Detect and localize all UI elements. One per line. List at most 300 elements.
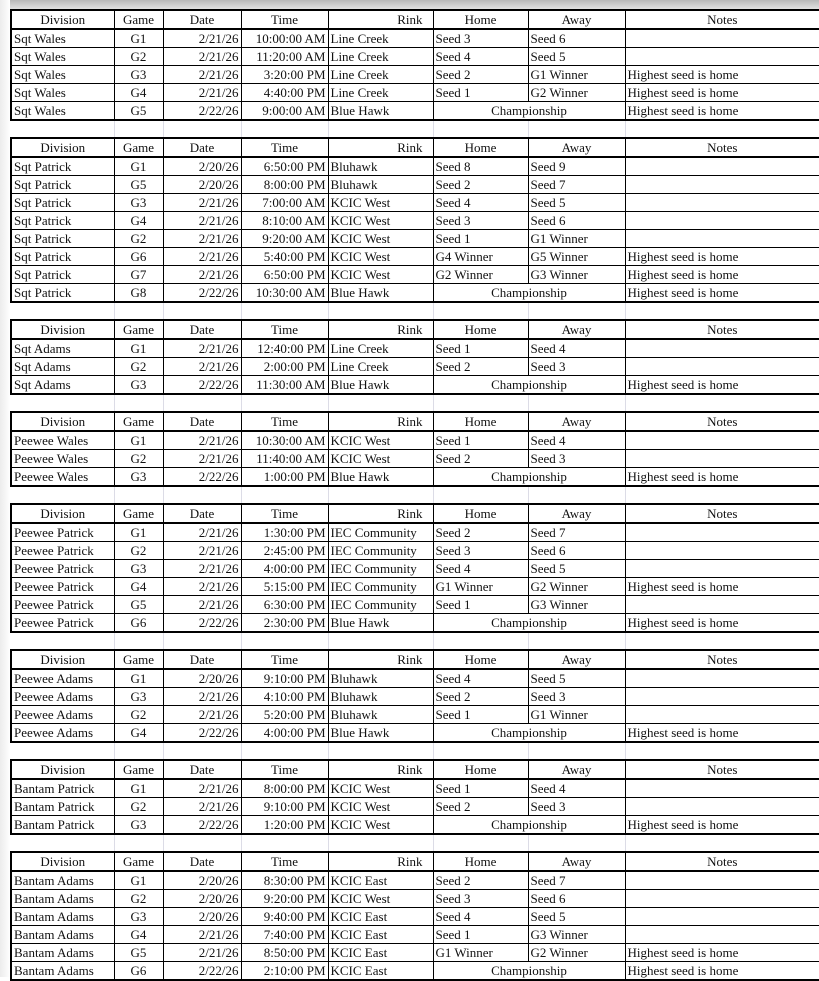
home-cell[interactable]: Seed 1 xyxy=(433,596,528,614)
notes-cell[interactable] xyxy=(625,779,819,798)
away-cell[interactable]: G2 Winner xyxy=(528,578,625,596)
time-cell[interactable]: 4:10:00 PM xyxy=(241,688,328,706)
rink-cell[interactable]: KCIC West xyxy=(328,450,433,468)
column-header-notes[interactable]: Notes xyxy=(625,10,819,29)
division-cell[interactable]: Sqt Patrick xyxy=(11,230,114,248)
column-header-game[interactable]: Game xyxy=(114,650,163,669)
notes-cell[interactable]: Highest seed is home xyxy=(625,578,819,596)
game-cell[interactable]: G2 xyxy=(114,890,163,908)
rink-cell[interactable]: KCIC West xyxy=(328,230,433,248)
empty-cell[interactable] xyxy=(328,834,433,852)
empty-cell[interactable] xyxy=(241,394,328,412)
empty-cell[interactable] xyxy=(241,120,328,138)
game-cell[interactable]: G2 xyxy=(114,542,163,560)
column-header-notes[interactable]: Notes xyxy=(625,412,819,431)
date-cell[interactable]: 2/21/26 xyxy=(163,212,241,230)
column-header-game[interactable]: Game xyxy=(114,138,163,157)
empty-cell[interactable] xyxy=(433,834,528,852)
away-cell[interactable]: G1 Winner xyxy=(528,66,625,84)
home-cell[interactable]: Seed 2 xyxy=(433,871,528,890)
game-cell[interactable]: G6 xyxy=(114,962,163,981)
division-cell[interactable]: Bantam Adams xyxy=(11,944,114,962)
empty-cell[interactable] xyxy=(163,120,241,138)
date-cell[interactable]: 2/21/26 xyxy=(163,29,241,48)
away-cell[interactable]: Seed 3 xyxy=(528,358,625,376)
game-cell[interactable]: G3 xyxy=(114,194,163,212)
notes-cell[interactable] xyxy=(625,230,819,248)
time-cell[interactable]: 1:20:00 PM xyxy=(241,816,328,835)
empty-cell[interactable] xyxy=(241,632,328,650)
game-cell[interactable]: G2 xyxy=(114,48,163,66)
away-cell[interactable]: Seed 5 xyxy=(528,194,625,212)
championship-cell[interactable]: Championship xyxy=(433,102,625,121)
home-cell[interactable]: Seed 4 xyxy=(433,560,528,578)
empty-cell[interactable] xyxy=(625,742,819,760)
division-cell[interactable]: Sqt Patrick xyxy=(11,266,114,284)
division-cell[interactable]: Sqt Adams xyxy=(11,358,114,376)
date-cell[interactable]: 2/21/26 xyxy=(163,66,241,84)
notes-cell[interactable] xyxy=(625,890,819,908)
division-cell[interactable]: Sqt Patrick xyxy=(11,176,114,194)
empty-cell[interactable] xyxy=(528,302,625,320)
date-cell[interactable]: 2/21/26 xyxy=(163,578,241,596)
notes-cell[interactable]: Highest seed is home xyxy=(625,66,819,84)
division-cell[interactable]: Peewee Patrick xyxy=(11,523,114,542)
empty-cell[interactable] xyxy=(163,742,241,760)
division-cell[interactable]: Sqt Wales xyxy=(11,48,114,66)
division-cell[interactable]: Peewee Wales xyxy=(11,431,114,450)
home-cell[interactable]: Seed 2 xyxy=(433,358,528,376)
empty-cell[interactable] xyxy=(625,486,819,504)
empty-cell[interactable] xyxy=(625,632,819,650)
column-header-game[interactable]: Game xyxy=(114,504,163,523)
time-cell[interactable]: 11:20:00 AM xyxy=(241,48,328,66)
column-header-home[interactable]: Home xyxy=(433,504,528,523)
notes-cell[interactable] xyxy=(625,450,819,468)
time-cell[interactable]: 1:00:00 PM xyxy=(241,468,328,487)
home-cell[interactable]: Seed 1 xyxy=(433,926,528,944)
column-header-away[interactable]: Away xyxy=(528,852,625,871)
empty-cell[interactable] xyxy=(241,302,328,320)
home-cell[interactable]: Seed 1 xyxy=(433,84,528,102)
column-header-home[interactable]: Home xyxy=(433,138,528,157)
away-cell[interactable]: Seed 9 xyxy=(528,157,625,176)
date-cell[interactable]: 2/21/26 xyxy=(163,944,241,962)
rink-cell[interactable]: IEC Community xyxy=(328,542,433,560)
away-cell[interactable]: Seed 6 xyxy=(528,29,625,48)
column-header-away[interactable]: Away xyxy=(528,138,625,157)
date-cell[interactable]: 2/22/26 xyxy=(163,468,241,487)
home-cell[interactable]: Seed 2 xyxy=(433,688,528,706)
home-cell[interactable]: Seed 2 xyxy=(433,798,528,816)
time-cell[interactable]: 9:00:00 AM xyxy=(241,102,328,121)
empty-cell[interactable] xyxy=(625,302,819,320)
away-cell[interactable]: Seed 6 xyxy=(528,890,625,908)
empty-cell[interactable] xyxy=(528,742,625,760)
empty-cell[interactable] xyxy=(433,302,528,320)
championship-cell[interactable]: Championship xyxy=(433,284,625,303)
rink-cell[interactable]: Bluhawk xyxy=(328,176,433,194)
away-cell[interactable]: G1 Winner xyxy=(528,230,625,248)
column-header-notes[interactable]: Notes xyxy=(625,760,819,779)
time-cell[interactable]: 2:30:00 PM xyxy=(241,614,328,633)
column-header-away[interactable]: Away xyxy=(528,504,625,523)
division-cell[interactable]: Peewee Patrick xyxy=(11,614,114,633)
empty-cell[interactable] xyxy=(11,120,114,138)
empty-cell[interactable] xyxy=(433,394,528,412)
column-header-notes[interactable]: Notes xyxy=(625,138,819,157)
date-cell[interactable]: 2/21/26 xyxy=(163,523,241,542)
division-cell[interactable]: Sqt Patrick xyxy=(11,212,114,230)
game-cell[interactable]: G6 xyxy=(114,248,163,266)
column-header-home[interactable]: Home xyxy=(433,650,528,669)
empty-cell[interactable] xyxy=(328,394,433,412)
column-header-away[interactable]: Away xyxy=(528,10,625,29)
notes-cell[interactable]: Highest seed is home xyxy=(625,102,819,121)
column-header-rink[interactable]: Rink xyxy=(328,138,433,157)
column-header-home[interactable]: Home xyxy=(433,320,528,339)
empty-cell[interactable] xyxy=(11,302,114,320)
game-cell[interactable]: G3 xyxy=(114,376,163,395)
column-header-division[interactable]: Division xyxy=(11,412,114,431)
notes-cell[interactable]: Highest seed is home xyxy=(625,266,819,284)
date-cell[interactable]: 2/21/26 xyxy=(163,431,241,450)
date-cell[interactable]: 2/20/26 xyxy=(163,890,241,908)
rink-cell[interactable]: Line Creek xyxy=(328,358,433,376)
rink-cell[interactable]: IEC Community xyxy=(328,578,433,596)
column-header-rink[interactable]: Rink xyxy=(328,412,433,431)
division-cell[interactable]: Sqt Wales xyxy=(11,84,114,102)
date-cell[interactable]: 2/21/26 xyxy=(163,926,241,944)
time-cell[interactable]: 6:50:00 PM xyxy=(241,157,328,176)
division-cell[interactable]: Bantam Adams xyxy=(11,890,114,908)
column-header-time[interactable]: Time xyxy=(241,852,328,871)
empty-cell[interactable] xyxy=(163,834,241,852)
notes-cell[interactable]: Highest seed is home xyxy=(625,816,819,835)
division-cell[interactable]: Peewee Adams xyxy=(11,669,114,688)
column-header-notes[interactable]: Notes xyxy=(625,852,819,871)
column-header-date[interactable]: Date xyxy=(163,760,241,779)
date-cell[interactable]: 2/21/26 xyxy=(163,266,241,284)
column-header-division[interactable]: Division xyxy=(11,504,114,523)
date-cell[interactable]: 2/20/26 xyxy=(163,871,241,890)
column-header-division[interactable]: Division xyxy=(11,852,114,871)
away-cell[interactable]: G1 Winner xyxy=(528,706,625,724)
time-cell[interactable]: 9:10:00 PM xyxy=(241,798,328,816)
division-cell[interactable]: Peewee Adams xyxy=(11,724,114,743)
column-header-rink[interactable]: Rink xyxy=(328,760,433,779)
empty-cell[interactable] xyxy=(528,394,625,412)
notes-cell[interactable] xyxy=(625,358,819,376)
rink-cell[interactable]: IEC Community xyxy=(328,560,433,578)
time-cell[interactable]: 1:30:00 PM xyxy=(241,523,328,542)
division-cell[interactable]: Bantam Patrick xyxy=(11,779,114,798)
division-cell[interactable]: Sqt Patrick xyxy=(11,284,114,303)
column-header-notes[interactable]: Notes xyxy=(625,320,819,339)
notes-cell[interactable] xyxy=(625,339,819,358)
notes-cell[interactable] xyxy=(625,908,819,926)
game-cell[interactable]: G4 xyxy=(114,578,163,596)
division-cell[interactable]: Peewee Patrick xyxy=(11,578,114,596)
column-header-game[interactable]: Game xyxy=(114,852,163,871)
game-cell[interactable]: G6 xyxy=(114,614,163,633)
time-cell[interactable]: 10:00:00 AM xyxy=(241,29,328,48)
empty-cell[interactable] xyxy=(328,742,433,760)
empty-cell[interactable] xyxy=(625,394,819,412)
column-header-game[interactable]: Game xyxy=(114,10,163,29)
away-cell[interactable]: Seed 5 xyxy=(528,669,625,688)
game-cell[interactable]: G1 xyxy=(114,779,163,798)
notes-cell[interactable] xyxy=(625,596,819,614)
home-cell[interactable]: Seed 1 xyxy=(433,431,528,450)
empty-cell[interactable] xyxy=(528,120,625,138)
division-cell[interactable]: Bantam Adams xyxy=(11,908,114,926)
empty-cell[interactable] xyxy=(11,742,114,760)
column-header-away[interactable]: Away xyxy=(528,412,625,431)
away-cell[interactable]: G3 Winner xyxy=(528,596,625,614)
rink-cell[interactable]: Line Creek xyxy=(328,66,433,84)
time-cell[interactable]: 5:20:00 PM xyxy=(241,706,328,724)
empty-cell[interactable] xyxy=(11,632,114,650)
division-cell[interactable]: Bantam Adams xyxy=(11,926,114,944)
game-cell[interactable]: G5 xyxy=(114,596,163,614)
time-cell[interactable]: 12:40:00 PM xyxy=(241,339,328,358)
rink-cell[interactable]: KCIC West xyxy=(328,248,433,266)
home-cell[interactable]: Seed 2 xyxy=(433,523,528,542)
rink-cell[interactable]: KCIC West xyxy=(328,779,433,798)
column-header-division[interactable]: Division xyxy=(11,650,114,669)
championship-cell[interactable]: Championship xyxy=(433,614,625,633)
rink-cell[interactable]: KCIC West xyxy=(328,816,433,835)
notes-cell[interactable]: Highest seed is home xyxy=(625,724,819,743)
column-header-time[interactable]: Time xyxy=(241,412,328,431)
game-cell[interactable]: G2 xyxy=(114,230,163,248)
date-cell[interactable]: 2/21/26 xyxy=(163,358,241,376)
time-cell[interactable]: 3:20:00 PM xyxy=(241,66,328,84)
game-cell[interactable]: G2 xyxy=(114,798,163,816)
rink-cell[interactable]: Blue Hawk xyxy=(328,102,433,121)
empty-cell[interactable] xyxy=(433,120,528,138)
column-header-time[interactable]: Time xyxy=(241,138,328,157)
rink-cell[interactable]: Bluhawk xyxy=(328,688,433,706)
notes-cell[interactable] xyxy=(625,523,819,542)
rink-cell[interactable]: Line Creek xyxy=(328,29,433,48)
division-cell[interactable]: Peewee Wales xyxy=(11,468,114,487)
division-cell[interactable]: Sqt Patrick xyxy=(11,248,114,266)
date-cell[interactable]: 2/21/26 xyxy=(163,779,241,798)
time-cell[interactable]: 8:00:00 PM xyxy=(241,779,328,798)
time-cell[interactable]: 9:40:00 PM xyxy=(241,908,328,926)
notes-cell[interactable]: Highest seed is home xyxy=(625,376,819,395)
home-cell[interactable]: Seed 2 xyxy=(433,66,528,84)
column-header-date[interactable]: Date xyxy=(163,650,241,669)
game-cell[interactable]: G1 xyxy=(114,871,163,890)
game-cell[interactable]: G3 xyxy=(114,816,163,835)
time-cell[interactable]: 9:10:00 PM xyxy=(241,669,328,688)
date-cell[interactable]: 2/22/26 xyxy=(163,724,241,743)
away-cell[interactable]: G3 Winner xyxy=(528,266,625,284)
rink-cell[interactable]: IEC Community xyxy=(328,596,433,614)
division-cell[interactable]: Sqt Wales xyxy=(11,66,114,84)
date-cell[interactable]: 2/21/26 xyxy=(163,596,241,614)
empty-cell[interactable] xyxy=(625,120,819,138)
empty-cell[interactable] xyxy=(433,632,528,650)
notes-cell[interactable] xyxy=(625,194,819,212)
date-cell[interactable]: 2/22/26 xyxy=(163,376,241,395)
home-cell[interactable]: Seed 4 xyxy=(433,669,528,688)
notes-cell[interactable]: Highest seed is home xyxy=(625,284,819,303)
date-cell[interactable]: 2/21/26 xyxy=(163,560,241,578)
division-cell[interactable]: Sqt Wales xyxy=(11,102,114,121)
date-cell[interactable]: 2/21/26 xyxy=(163,706,241,724)
rink-cell[interactable]: KCIC West xyxy=(328,890,433,908)
game-cell[interactable]: G2 xyxy=(114,358,163,376)
away-cell[interactable]: Seed 6 xyxy=(528,212,625,230)
home-cell[interactable]: Seed 3 xyxy=(433,29,528,48)
column-header-date[interactable]: Date xyxy=(163,504,241,523)
time-cell[interactable]: 4:00:00 PM xyxy=(241,724,328,743)
time-cell[interactable]: 5:15:00 PM xyxy=(241,578,328,596)
game-cell[interactable]: G3 xyxy=(114,468,163,487)
empty-cell[interactable] xyxy=(625,834,819,852)
home-cell[interactable]: Seed 2 xyxy=(433,176,528,194)
column-header-notes[interactable]: Notes xyxy=(625,650,819,669)
column-header-home[interactable]: Home xyxy=(433,10,528,29)
column-header-home[interactable]: Home xyxy=(433,760,528,779)
column-header-away[interactable]: Away xyxy=(528,760,625,779)
column-header-time[interactable]: Time xyxy=(241,10,328,29)
time-cell[interactable]: 10:30:00 AM xyxy=(241,284,328,303)
time-cell[interactable]: 2:00:00 PM xyxy=(241,358,328,376)
home-cell[interactable]: Seed 8 xyxy=(433,157,528,176)
rink-cell[interactable]: KCIC West xyxy=(328,212,433,230)
division-cell[interactable]: Peewee Adams xyxy=(11,706,114,724)
column-header-rink[interactable]: Rink xyxy=(328,320,433,339)
rink-cell[interactable]: KCIC East xyxy=(328,926,433,944)
away-cell[interactable]: G2 Winner xyxy=(528,944,625,962)
empty-cell[interactable] xyxy=(328,486,433,504)
division-cell[interactable]: Sqt Patrick xyxy=(11,194,114,212)
column-header-division[interactable]: Division xyxy=(11,320,114,339)
date-cell[interactable]: 2/20/26 xyxy=(163,176,241,194)
empty-cell[interactable] xyxy=(433,742,528,760)
division-cell[interactable]: Peewee Wales xyxy=(11,450,114,468)
date-cell[interactable]: 2/21/26 xyxy=(163,339,241,358)
empty-cell[interactable] xyxy=(241,742,328,760)
home-cell[interactable]: Seed 3 xyxy=(433,890,528,908)
column-header-home[interactable]: Home xyxy=(433,852,528,871)
game-cell[interactable]: G1 xyxy=(114,669,163,688)
column-header-rink[interactable]: Rink xyxy=(328,852,433,871)
date-cell[interactable]: 2/21/26 xyxy=(163,230,241,248)
home-cell[interactable]: G1 Winner xyxy=(433,944,528,962)
division-cell[interactable]: Sqt Adams xyxy=(11,376,114,395)
notes-cell[interactable] xyxy=(625,706,819,724)
rink-cell[interactable]: Bluhawk xyxy=(328,706,433,724)
time-cell[interactable]: 8:00:00 PM xyxy=(241,176,328,194)
empty-cell[interactable] xyxy=(163,394,241,412)
home-cell[interactable]: Seed 3 xyxy=(433,212,528,230)
away-cell[interactable]: G5 Winner xyxy=(528,248,625,266)
empty-cell[interactable] xyxy=(114,120,163,138)
rink-cell[interactable]: KCIC West xyxy=(328,194,433,212)
column-header-game[interactable]: Game xyxy=(114,320,163,339)
notes-cell[interactable] xyxy=(625,798,819,816)
rink-cell[interactable]: Line Creek xyxy=(328,84,433,102)
rink-cell[interactable]: KCIC East xyxy=(328,962,433,981)
time-cell[interactable]: 4:40:00 PM xyxy=(241,84,328,102)
notes-cell[interactable] xyxy=(625,212,819,230)
time-cell[interactable]: 9:20:00 PM xyxy=(241,890,328,908)
date-cell[interactable]: 2/21/26 xyxy=(163,542,241,560)
home-cell[interactable]: G2 Winner xyxy=(433,266,528,284)
division-cell[interactable]: Peewee Patrick xyxy=(11,596,114,614)
column-header-away[interactable]: Away xyxy=(528,320,625,339)
home-cell[interactable]: Seed 2 xyxy=(433,450,528,468)
away-cell[interactable]: Seed 4 xyxy=(528,339,625,358)
time-cell[interactable]: 2:10:00 PM xyxy=(241,962,328,981)
date-cell[interactable]: 2/21/26 xyxy=(163,688,241,706)
time-cell[interactable]: 2:45:00 PM xyxy=(241,542,328,560)
game-cell[interactable]: G5 xyxy=(114,176,163,194)
column-header-notes[interactable]: Notes xyxy=(625,504,819,523)
notes-cell[interactable] xyxy=(625,431,819,450)
game-cell[interactable]: G1 xyxy=(114,431,163,450)
division-cell[interactable]: Bantam Patrick xyxy=(11,816,114,835)
date-cell[interactable]: 2/21/26 xyxy=(163,248,241,266)
notes-cell[interactable]: Highest seed is home xyxy=(625,468,819,487)
time-cell[interactable]: 8:30:00 PM xyxy=(241,871,328,890)
notes-cell[interactable] xyxy=(625,926,819,944)
away-cell[interactable]: Seed 3 xyxy=(528,798,625,816)
rink-cell[interactable]: KCIC East xyxy=(328,944,433,962)
notes-cell[interactable] xyxy=(625,542,819,560)
notes-cell[interactable]: Highest seed is home xyxy=(625,962,819,981)
division-cell[interactable]: Bantam Patrick xyxy=(11,798,114,816)
rink-cell[interactable]: KCIC West xyxy=(328,431,433,450)
time-cell[interactable]: 4:00:00 PM xyxy=(241,560,328,578)
championship-cell[interactable]: Championship xyxy=(433,468,625,487)
away-cell[interactable]: Seed 7 xyxy=(528,871,625,890)
home-cell[interactable]: Seed 1 xyxy=(433,779,528,798)
notes-cell[interactable] xyxy=(625,871,819,890)
game-cell[interactable]: G3 xyxy=(114,908,163,926)
division-cell[interactable]: Bantam Adams xyxy=(11,962,114,981)
column-header-time[interactable]: Time xyxy=(241,650,328,669)
game-cell[interactable]: G4 xyxy=(114,84,163,102)
away-cell[interactable]: Seed 7 xyxy=(528,176,625,194)
empty-cell[interactable] xyxy=(11,486,114,504)
game-cell[interactable]: G7 xyxy=(114,266,163,284)
empty-cell[interactable] xyxy=(114,394,163,412)
notes-cell[interactable] xyxy=(625,48,819,66)
championship-cell[interactable]: Championship xyxy=(433,376,625,395)
date-cell[interactable]: 2/22/26 xyxy=(163,614,241,633)
home-cell[interactable]: G1 Winner xyxy=(433,578,528,596)
home-cell[interactable]: Seed 1 xyxy=(433,230,528,248)
column-header-game[interactable]: Game xyxy=(114,760,163,779)
column-header-away[interactable]: Away xyxy=(528,650,625,669)
time-cell[interactable]: 8:10:00 AM xyxy=(241,212,328,230)
empty-cell[interactable] xyxy=(328,632,433,650)
away-cell[interactable]: G2 Winner xyxy=(528,84,625,102)
home-cell[interactable]: Seed 4 xyxy=(433,194,528,212)
notes-cell[interactable] xyxy=(625,176,819,194)
division-cell[interactable]: Sqt Adams xyxy=(11,339,114,358)
game-cell[interactable]: G4 xyxy=(114,926,163,944)
rink-cell[interactable]: Blue Hawk xyxy=(328,724,433,743)
date-cell[interactable]: 2/20/26 xyxy=(163,669,241,688)
